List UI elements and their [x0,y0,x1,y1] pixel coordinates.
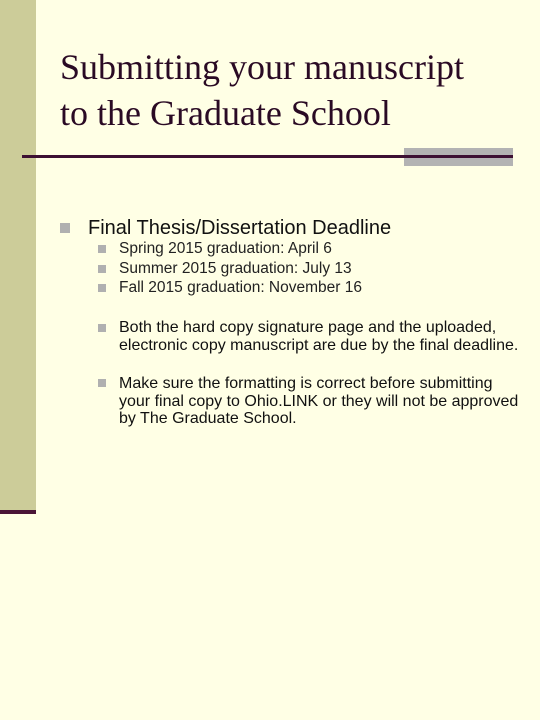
bullet-square-icon [98,324,106,332]
title-rule-overlay [404,155,513,158]
deadline-item: Fall 2015 graduation: November 16 [119,279,362,296]
bullet-square-icon [98,245,106,253]
slide-title [60,44,520,136]
title-line-1: Submitting your manuscript [60,47,464,87]
deadline-item: Spring 2015 graduation: April 6 [119,240,332,257]
bullet-square-icon [98,284,106,292]
bullet-square-icon [60,223,70,233]
note-item: Both the hard copy signature page and the uploaded, electronic copy manuscript are due by the final deadline. [119,319,519,354]
left-decorative-band [0,0,36,512]
left-band-cap [0,510,36,514]
deadline-item: Summer 2015 graduation: July 13 [119,260,352,277]
note-item: Make sure the formatting is correct before submitting your final copy to Ohio.LINK or they will not be approved by The Graduate School. [119,375,519,428]
bullet-square-icon [98,379,106,387]
title-line-2: to the Graduate School [60,93,391,133]
bullet-square-icon [98,265,106,273]
main-bullet-text: Final Thesis/Dissertation Deadline [88,217,392,239]
